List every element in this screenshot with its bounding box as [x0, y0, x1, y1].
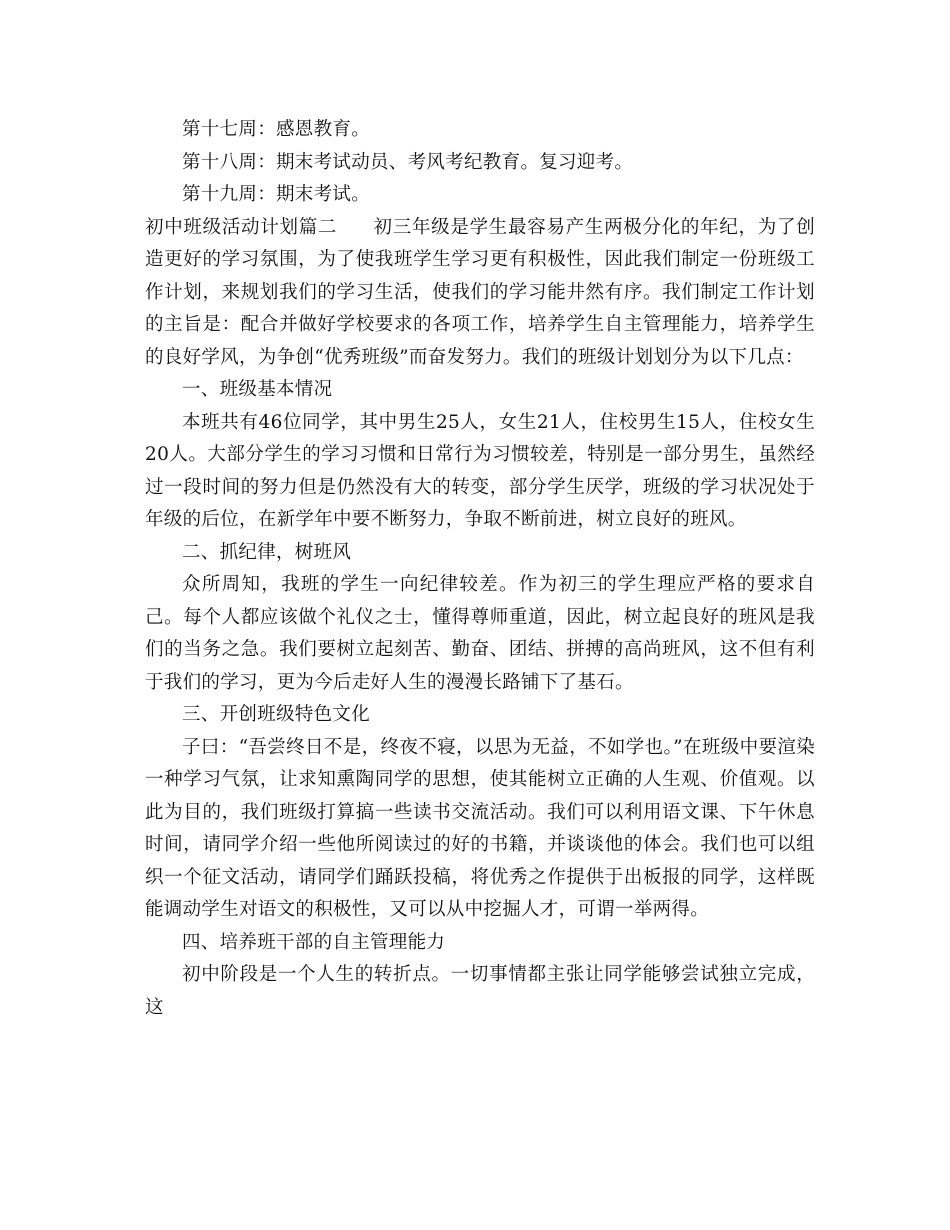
section-heading-class-culture: 三、开创班级特色文化 [182, 704, 371, 725]
chapter-title: 初中班级活动计划篇二 [145, 216, 338, 238]
schedule-week-18: 第十八周：期末考试动员、考风考纪教育。复习迎考。 [182, 151, 634, 173]
paragraph-discipline: 众所周知，我班的学生一向纪律较差。作为初三的学生理应严格的要求自己。每个人都应该做个礼仪之士，懂得尊师重道，因此，树立起良好的班风是我们的当务之急。我们要树立起刻苦、勤奋、团结、拼搏的高尚班风，这不但有利于我们的学习，更为今后走好人生的漫漫长路铺下了基石。 [145, 574, 815, 693]
paragraph-class-overview: 本班共有46位同学，其中男生25人，女生21人，住校男生15人，住校女生20人。大部分学生的学习习惯和日常行为习惯较差，特别是一部分男生，虽然经过一段时间的努力但是仍然没有大的转变，部分学生厌学，班级的学习状况处于年级的后位，在新学年中要不断努力，争取不断前进，树立良好的班风。 [145, 411, 815, 530]
chapter-intro-paragraph [145, 212, 815, 375]
intro-text: 初三年级是学生最容易产生两极分化的年纪，为了创造更好的学习氛围，为了使我班学生学习更有积极性，因此我们制定一份班级工作计划，来规划我们的学习生活，使我们的学习能井然有序。我们制定工作计划的主旨是：配合并做好学校要求的各项工作，培养学生自主管理能力，培养学生的良好学风，为争创“优秀班级”而奋发努力。我们的班级计划划分为以下几点： [145, 216, 815, 368]
document-body [145, 114, 815, 1024]
section-heading-cadre-management: 四、培养班干部的自主管理能力 [182, 931, 446, 953]
schedule-week-19: 第十九周：期末考试。 [182, 184, 371, 205]
schedule-week-17: 第十七周：感恩教育。 [182, 119, 371, 140]
section-heading-class-overview: 一、班级基本情况 [182, 379, 333, 400]
section-heading-discipline: 二、抓纪律，树班风 [182, 541, 352, 563]
paragraph-class-culture: 子曰：“吾尝终日不是，终夜不寝，以思为无益，不如学也。”在班级中要渲染一种学习气氛，让求知熏陶同学的思想，使其能树立正确的人生观、价值观。以此为目的，我们班级打算搞一些读书交流活动。我们可以利用语文课、下午休息时间，请同学介绍一些他所阅读过的好的书籍，并谈谈他的体会。我们也可以组织一个征文活动，请同学们踊跃投稿，将优秀之作提供于出板报的同学，这样既能调动学生对语文的积极性，又可以从中挖掘人才，可谓一举两得。 [145, 736, 815, 920]
paragraph-cadre-management: 初中阶段是一个人生的转折点。一切事情都主张让同学能够尝试独立完成，这 [145, 964, 815, 1018]
